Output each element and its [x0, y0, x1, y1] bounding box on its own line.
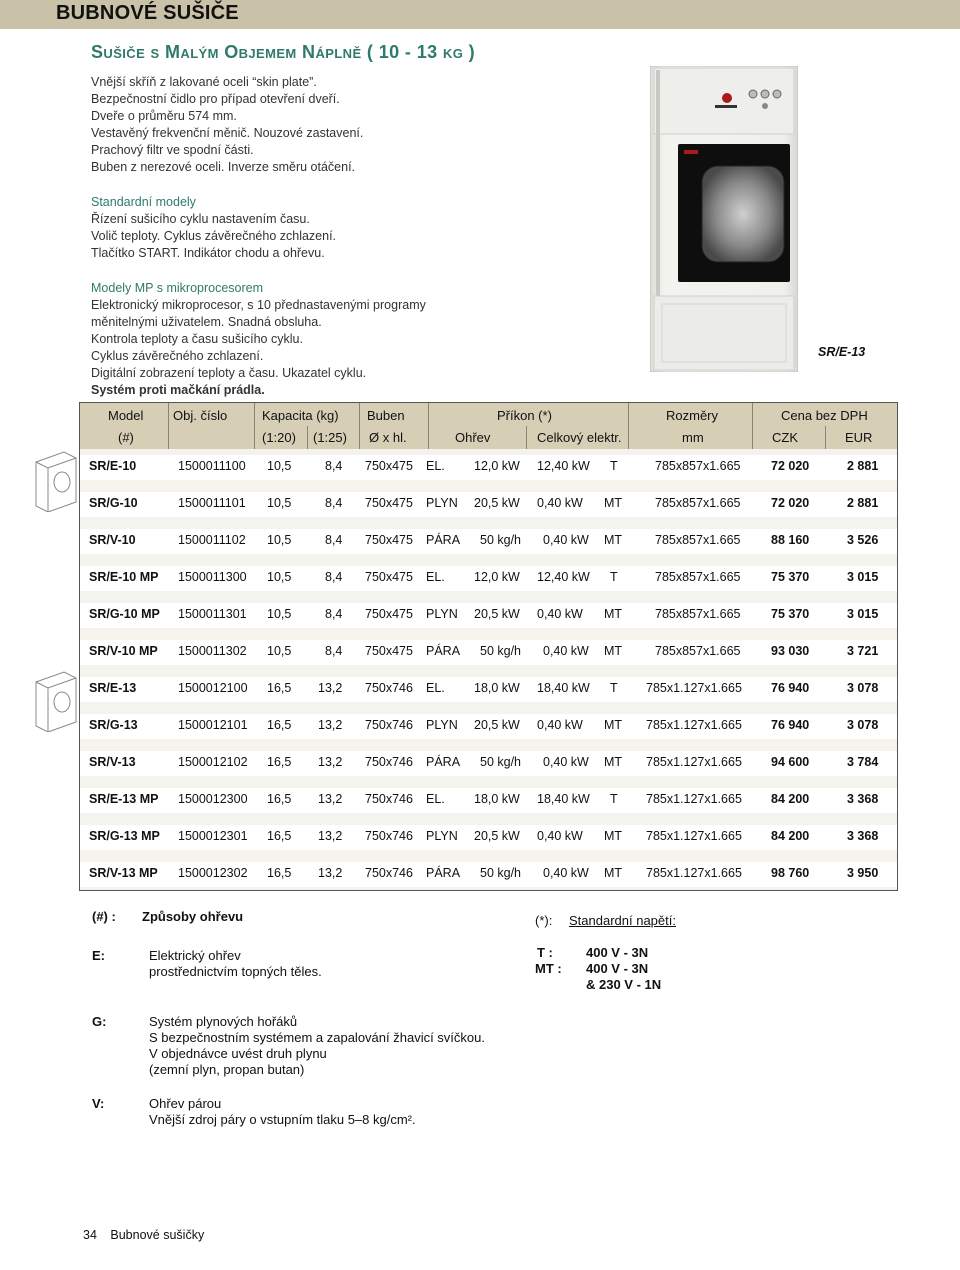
cell-model: SR/V-10 — [89, 533, 136, 547]
cell-k1: 16,5 — [267, 829, 292, 843]
cell-rozmery: 785x1.127x1.665 — [646, 829, 742, 843]
cell-model: SR/E-13 MP — [89, 792, 159, 806]
legend-g-line: Systém plynových hořáků — [149, 1014, 298, 1029]
cell-ohrev-type: PLYN — [426, 496, 458, 510]
cell-ohrev-type: EL. — [426, 681, 445, 695]
cell-czk: 76 940 — [771, 718, 810, 732]
cell-model: SR/G-10 MP — [89, 607, 160, 621]
cell-ohrev-val: 12,0 kW — [474, 459, 520, 473]
col-k1: (1:20) — [262, 430, 296, 445]
cell-k2: 13,2 — [318, 718, 343, 732]
cell-celkovy: 0,40 kW — [543, 866, 589, 880]
col-eur: EUR — [845, 430, 873, 445]
cell-celkovy: 0,40 kW — [543, 533, 589, 547]
cell-obj: 1500011102 — [178, 533, 246, 547]
cell-k2: 13,2 — [318, 755, 343, 769]
cell-napeti: T — [610, 570, 618, 584]
cell-k2: 8,4 — [325, 644, 343, 658]
intro-line: Řízení sušicího cyklu nastavením času. — [91, 212, 310, 226]
cell-ohrev-type: PLYN — [426, 829, 458, 843]
intro-line: Bezpečnostní čidlo pro případ otevření dveří. — [91, 92, 340, 106]
col-celkovy: Celkový elektr. — [537, 430, 622, 445]
cell-ohrev-val: 20,5 kW — [474, 496, 520, 510]
cell-czk: 75 370 — [771, 607, 810, 621]
cell-model: SR/E-10 — [89, 459, 137, 473]
cell-buben: 750x475 — [365, 496, 413, 510]
cell-buben: 750x475 — [365, 607, 413, 621]
cell-ohrev-val: 20,5 kW — [474, 607, 520, 621]
cell-buben: 750x746 — [365, 792, 413, 806]
cell-czk: 88 160 — [771, 533, 810, 547]
intro-line: Digitální zobrazení teploty a času. Ukazatel cyklu. — [91, 366, 367, 380]
cell-napeti: MT — [604, 607, 623, 621]
cell-k1: 10,5 — [267, 496, 292, 510]
cell-ohrev-val: 50 kg/h — [480, 866, 522, 880]
section-title: Sušiče s Malým Objemem Náplně ( 10 - 13 kg ) — [91, 42, 476, 62]
cell-ohrev-val: 12,0 kW — [474, 570, 520, 584]
cell-czk: 76 940 — [771, 681, 810, 695]
cell-model: SR/E-10 MP — [89, 570, 159, 584]
cell-obj: 1500012301 — [178, 829, 248, 843]
cell-rozmery: 785x857x1.665 — [655, 496, 741, 510]
cell-napeti: MT — [604, 866, 623, 880]
col-buben-sub: Ø x hl. — [369, 430, 407, 445]
cell-eur: 3 526 — [847, 533, 879, 547]
legend-v-label: V: — [92, 1096, 105, 1111]
cell-celkovy: 0,40 kW — [537, 496, 583, 510]
col-prikon: Příkon (*) — [497, 408, 552, 423]
cell-obj: 1500012101 — [178, 718, 248, 732]
cell-k1: 10,5 — [267, 533, 292, 547]
cell-ohrev-val: 20,5 kW — [474, 718, 520, 732]
cell-k1: 10,5 — [267, 459, 292, 473]
legend-v-line: Vnější zdroj páry o vstupním tlaku 5–8 kg/cm². — [149, 1112, 416, 1127]
legend-star-label: (*): — [535, 913, 553, 928]
cell-czk: 93 030 — [771, 644, 810, 658]
cell-obj: 1500011300 — [178, 570, 247, 584]
cell-ohrev-type: PÁRA — [426, 644, 461, 658]
legend-hash-text: Způsoby ohřevu — [142, 909, 244, 924]
cell-rozmery: 785x1.127x1.665 — [646, 755, 742, 769]
cell-eur: 3 015 — [847, 607, 879, 621]
mp-models-heading: Modely MP s mikroprocesorem — [91, 281, 264, 295]
cell-ohrev-type: PÁRA — [426, 755, 461, 769]
cell-eur: 3 368 — [847, 829, 879, 843]
cell-ohrev-val: 18,0 kW — [474, 681, 520, 695]
legend-g-line: V objednávce uvést druh plynu — [149, 1046, 327, 1061]
cell-eur: 3 015 — [847, 570, 879, 584]
cell-k2: 8,4 — [325, 533, 343, 547]
cell-ohrev-type: PÁRA — [426, 533, 461, 547]
legend-g-label: G: — [92, 1014, 107, 1029]
intro-line: Vnější skříň z lakované oceli “skin plate”. — [91, 75, 317, 89]
legend-e-line: Elektrický ohřev — [149, 948, 241, 963]
cell-celkovy: 12,40 kW — [537, 459, 590, 473]
intro-line: Buben z nerezové oceli. Inverze směru otáčení. — [91, 160, 356, 174]
cell-k2: 8,4 — [325, 496, 343, 510]
cell-eur: 3 950 — [847, 866, 879, 880]
cell-napeti: MT — [604, 533, 623, 547]
cell-buben: 750x475 — [365, 570, 413, 584]
cell-k1: 10,5 — [267, 607, 292, 621]
cell-rozmery: 785x1.127x1.665 — [646, 718, 742, 732]
cell-celkovy: 0,40 kW — [537, 607, 583, 621]
col-buben: Buben — [367, 408, 405, 423]
intro-line: Elektronický mikroprocesor, s 10 přednastavenými programy — [91, 298, 426, 312]
cell-buben: 750x746 — [365, 681, 413, 695]
cell-eur: 3 368 — [847, 792, 879, 806]
footer-label: Bubnové sušičky — [110, 1228, 205, 1242]
cell-k2: 8,4 — [325, 607, 343, 621]
intro-line: Volič teploty. Cyklus závěrečného zchlazení. — [91, 229, 337, 243]
cell-czk: 94 600 — [771, 755, 810, 769]
cell-czk: 75 370 — [771, 570, 810, 584]
cell-napeti: T — [610, 792, 618, 806]
intro-line: Tlačítko START. Indikátor chodu a ohřevu. — [91, 246, 325, 260]
legend-star-text: Standardní napětí: — [569, 913, 676, 928]
cell-celkovy: 18,40 kW — [537, 792, 590, 806]
cell-rozmery: 785x857x1.665 — [655, 644, 741, 658]
cell-eur: 3 784 — [847, 755, 879, 769]
intro-line: měnitelnými uživatelem. Snadná obsluha. — [91, 315, 322, 329]
cell-czk: 84 200 — [771, 829, 810, 843]
cell-buben: 750x746 — [365, 829, 413, 843]
intro-line: Vestavěný frekvenční měnič. Nouzové zastavení. — [91, 126, 364, 140]
cell-eur: 2 881 — [847, 496, 879, 510]
cell-buben: 750x475 — [365, 459, 413, 473]
intro-line: Dveře o průměru 574 mm. — [91, 109, 237, 123]
cell-ohrev-val: 18,0 kW — [474, 792, 520, 806]
legend-t-text: 400 V - 3N — [586, 945, 649, 960]
cell-celkovy: 0,40 kW — [543, 755, 589, 769]
cell-k2: 13,2 — [318, 829, 343, 843]
cell-rozmery: 785x1.127x1.665 — [646, 792, 742, 806]
cell-napeti: T — [610, 681, 618, 695]
cell-model: SR/V-13 — [89, 755, 136, 769]
cell-model: SR/G-10 — [89, 496, 138, 510]
cell-obj: 1500011301 — [178, 607, 247, 621]
cell-czk: 98 760 — [771, 866, 810, 880]
cell-czk: 72 020 — [771, 496, 810, 510]
cell-ohrev-type: PÁRA — [426, 866, 461, 880]
legend-mt-label: MT : — [535, 961, 562, 976]
cell-k1: 10,5 — [267, 570, 292, 584]
cell-ohrev-val: 50 kg/h — [480, 755, 522, 769]
intro-line: Prachový filtr ve spodní části. — [91, 143, 254, 157]
cell-k2: 13,2 — [318, 866, 343, 880]
legend-mt-text-2: & 230 V - 1N — [586, 977, 662, 992]
legend-v-line: Ohřev párou — [149, 1096, 222, 1111]
legend-e-label: E: — [92, 948, 105, 963]
col-mm: mm — [682, 430, 704, 445]
col-model: Model — [108, 408, 144, 423]
cell-eur: 2 881 — [847, 459, 879, 473]
cell-k2: 13,2 — [318, 681, 343, 695]
cell-obj: 1500012302 — [178, 866, 248, 880]
cell-k1: 16,5 — [267, 718, 292, 732]
cell-celkovy: 12,40 kW — [537, 570, 590, 584]
cell-k1: 10,5 — [267, 644, 292, 658]
cell-buben: 750x475 — [365, 533, 413, 547]
cell-k1: 16,5 — [267, 681, 292, 695]
cell-buben: 750x746 — [365, 755, 413, 769]
cell-model: SR/V-13 MP — [89, 866, 158, 880]
cell-eur: 3 078 — [847, 718, 879, 732]
cell-k1: 16,5 — [267, 866, 292, 880]
cell-ohrev-val: 50 kg/h — [480, 533, 522, 547]
cell-napeti: MT — [604, 755, 623, 769]
cell-k2: 8,4 — [325, 570, 343, 584]
cell-czk: 84 200 — [771, 792, 810, 806]
cell-buben: 750x475 — [365, 644, 413, 658]
cell-ohrev-type: EL. — [426, 792, 445, 806]
cell-ohrev-type: PLYN — [426, 607, 458, 621]
cell-celkovy: 0,40 kW — [537, 718, 583, 732]
legend-mt-text: 400 V - 3N — [586, 961, 649, 976]
cell-napeti: MT — [604, 496, 623, 510]
cell-napeti: T — [610, 459, 618, 473]
page-number: 34 — [83, 1228, 97, 1242]
col-k2: (1:25) — [313, 430, 347, 445]
cell-celkovy: 0,40 kW — [543, 644, 589, 658]
legend-t-label: T : — [537, 945, 553, 960]
cell-obj: 1500012100 — [178, 681, 248, 695]
cell-model: SR/V-10 MP — [89, 644, 158, 658]
cell-celkovy: 18,40 kW — [537, 681, 590, 695]
cell-eur: 3 721 — [847, 644, 879, 658]
legend-g-line: S bezpečnostním systémem a zapalování žhavicí svíčkou. — [149, 1030, 485, 1045]
cell-czk: 72 020 — [771, 459, 810, 473]
photo-caption: SR/E-13 — [818, 345, 866, 359]
legend-e-line: prostřednictvím topných těles. — [149, 964, 322, 979]
col-ohrev: Ohřev — [455, 430, 491, 445]
cell-k2: 8,4 — [325, 459, 343, 473]
cell-celkovy: 0,40 kW — [537, 829, 583, 843]
cell-model: SR/G-13 MP — [89, 829, 160, 843]
cell-obj: 1500011101 — [178, 496, 246, 510]
intro-line: Cyklus závěrečného zchlazení. — [91, 349, 264, 363]
intro-line-bold: Systém proti mačkání prádla. — [91, 383, 265, 397]
cell-rozmery: 785x857x1.665 — [655, 570, 741, 584]
cell-rozmery: 785x857x1.665 — [655, 607, 741, 621]
cell-ohrev-type: EL. — [426, 459, 445, 473]
cell-buben: 750x746 — [365, 718, 413, 732]
page-footer — [83, 1228, 204, 1242]
cell-rozmery: 785x1.127x1.665 — [646, 866, 742, 880]
cell-rozmery: 785x857x1.665 — [655, 533, 741, 547]
col-model-sub: (#) — [118, 430, 134, 445]
cell-model: SR/G-13 — [89, 718, 138, 732]
legend-hash-label: (#) : — [92, 909, 116, 924]
standard-models-heading: Standardní modely — [91, 195, 196, 209]
cell-rozmery: 785x1.127x1.665 — [646, 681, 742, 695]
cell-ohrev-type: PLYN — [426, 718, 458, 732]
cell-obj: 1500012102 — [178, 755, 248, 769]
col-czk: CZK — [772, 430, 798, 445]
cell-obj: 1500011302 — [178, 644, 247, 658]
col-kapacita: Kapacita (kg) — [262, 408, 339, 423]
cell-rozmery: 785x857x1.665 — [655, 459, 741, 473]
cell-napeti: MT — [604, 718, 623, 732]
col-obj: Obj. číslo — [173, 408, 228, 423]
cell-k2: 13,2 — [318, 792, 343, 806]
intro-line: Kontrola teploty a času sušicího cyklu. — [91, 332, 303, 346]
col-rozmery: Rozměry — [666, 408, 719, 423]
cell-obj: 1500012300 — [178, 792, 248, 806]
cell-ohrev-type: EL. — [426, 570, 445, 584]
cell-obj: 1500011100 — [178, 459, 246, 473]
legend-g-line: (zemní plyn, propan butan) — [149, 1062, 305, 1077]
cell-model: SR/E-13 — [89, 681, 137, 695]
cell-ohrev-val: 20,5 kW — [474, 829, 520, 843]
cell-buben: 750x746 — [365, 866, 413, 880]
cell-napeti: MT — [604, 644, 623, 658]
col-cena: Cena bez DPH — [781, 408, 868, 423]
cell-k1: 16,5 — [267, 755, 292, 769]
cell-k1: 16,5 — [267, 792, 292, 806]
cell-napeti: MT — [604, 829, 623, 843]
cell-eur: 3 078 — [847, 681, 879, 695]
page-title: BUBNOVÉ SUŠIČE — [56, 2, 239, 24]
cell-ohrev-val: 50 kg/h — [480, 644, 522, 658]
